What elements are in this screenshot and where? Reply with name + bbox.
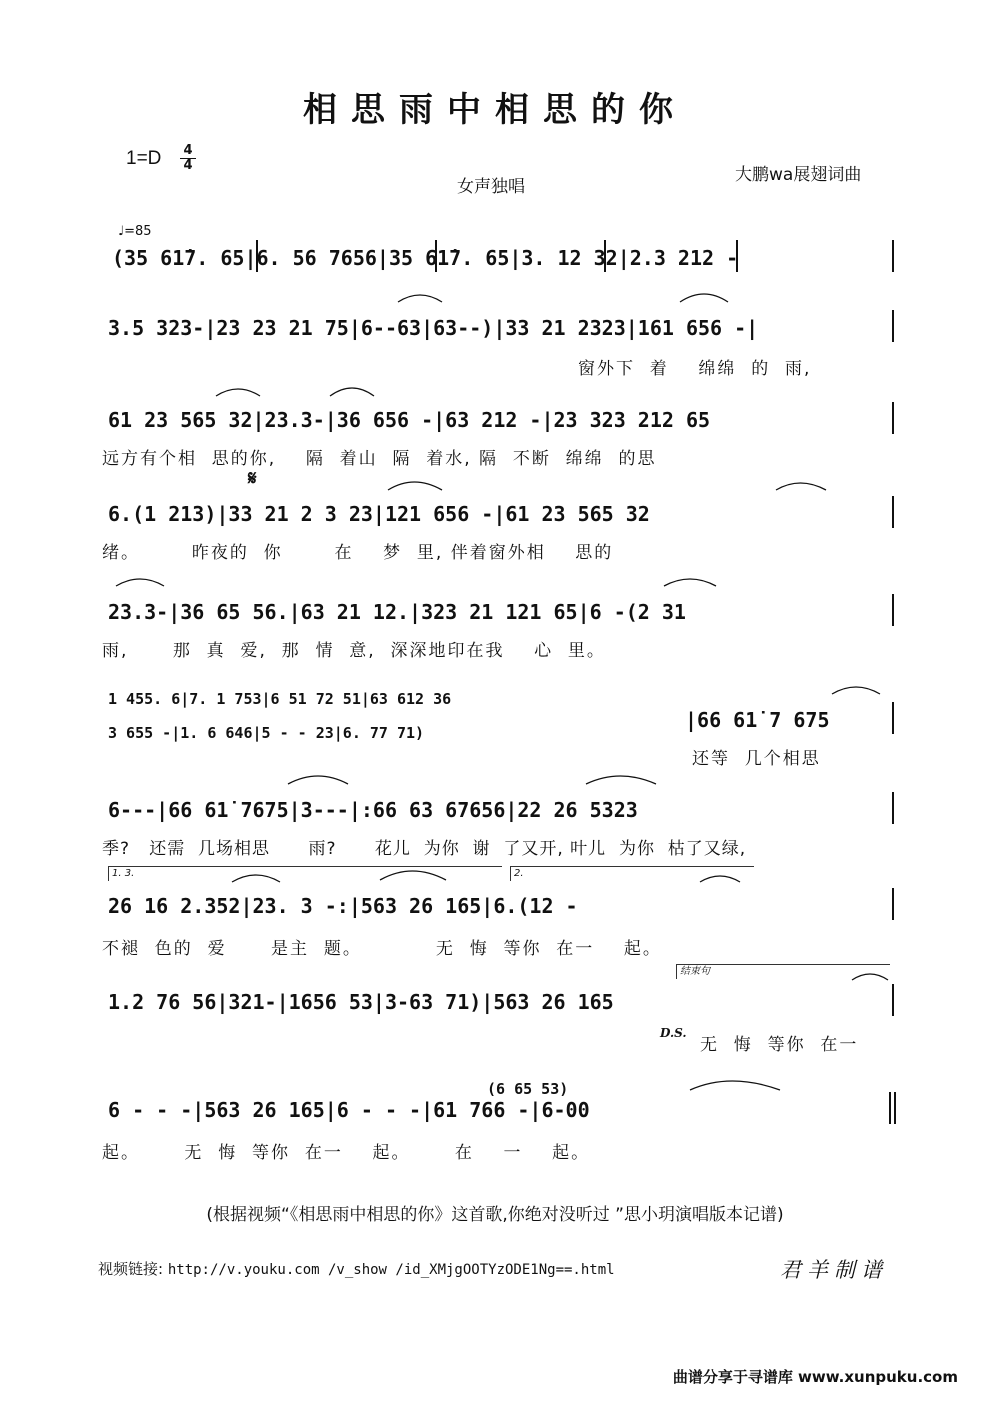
slur-arc <box>288 776 348 784</box>
ending-phrase-bracket: 结束句 <box>676 964 890 979</box>
dal-segno-mark: D.S. <box>660 1026 687 1040</box>
lyric-row-10: 起。 无 悔 等你 在一 起。 在 一 起。 <box>102 1143 591 1163</box>
meter-bottom: 4 <box>183 158 193 173</box>
video-label: 视频链接: <box>98 1260 164 1278</box>
lyric-row-6: 还等 几个相思 <box>692 749 821 769</box>
key-signature: 1=D <box>126 148 162 169</box>
staff-row-5: 23.3-|36 65 56.|63 21 12.|323 21 121 65|6 -(2 31 <box>108 600 686 624</box>
performance-type: 女声独唱 <box>457 177 525 197</box>
slur-arc <box>398 295 442 302</box>
staff-row-6-right: |66 61̇ 7 675 <box>685 708 830 732</box>
staff-row-2: 3.5 323-|23 23 21 75|6--63|63--)|33 21 2323|161 656 -| <box>108 316 759 340</box>
composer-credit: 大鹏wa展翅词曲 <box>735 165 862 185</box>
staff-row-9: 1.2 76 56|321-|1656 53|3-63 71)|563 26 165 <box>108 990 614 1014</box>
staff-row-8: 26 16 2.352|23. 3 -:|563 26 165|6.(12 - <box>108 894 578 918</box>
second-ending-bracket: 2. <box>510 866 754 881</box>
slur-arc <box>116 579 164 586</box>
lyric-row-2: 窗外下 着 绵绵 的 雨, <box>578 359 812 379</box>
lyric-row-7: 季? 还需 几场相思 雨? 花儿 为你 谢 了又开, 叶儿 为你 枯了又绿, <box>102 839 747 859</box>
staff-row-6-upper: 1 455. 6|7. 1 753|6 51 72 51|63 612 36 <box>108 690 452 708</box>
tempo-marking: ♩=85 <box>118 224 152 239</box>
ornament-notes: (6 65 53) <box>487 1080 569 1098</box>
lyric-row-3: 远方有个相 思的你, 隔 着山 隔 着水, 隔 不断 绵绵 的思 <box>102 449 657 469</box>
staff-row-7: 6---|66 61̇ 7675|3---|:66 63 67656|22 26 5323 <box>108 798 638 822</box>
footer-source[interactable]: 曲谱分享于寻谱库 www.xunpuku.com <box>672 1368 958 1386</box>
slur-arc <box>680 294 728 302</box>
song-title: 相思雨中相思的你 <box>303 90 687 130</box>
slur-arc <box>586 776 656 784</box>
lyric-row-4: 绪。 昨夜的 你 在 梦 里, 伴着窗外相 思的 <box>102 543 614 563</box>
slur-arc <box>776 483 826 490</box>
slur-arc <box>330 388 374 396</box>
time-signature <box>180 144 196 173</box>
first-ending-bracket: 1. 3. <box>108 866 502 881</box>
transcription-note: (根据视频“《相思雨中相思的你》这首歌,你绝对没听过 ”思小玥演唱版本记谱) <box>206 1205 784 1225</box>
lyric-row-9: 无 悔 等你 在一 <box>700 1035 859 1055</box>
meter-top: 4 <box>180 144 196 159</box>
video-url[interactable]: http://v.youku.com /v_show /id_XMjgOOTYzODE1Ng==.html <box>167 1262 615 1278</box>
slur-arc <box>216 389 260 396</box>
slur-arc <box>832 687 880 694</box>
segno-sign: 𝄋 <box>248 466 257 490</box>
slur-arc <box>664 579 716 586</box>
staff-row-3: 61 23 565 32|23.3-|36 656 -|63 212 -|23 323 212 65 <box>108 408 711 432</box>
lyric-row-8: 不褪 色的 爱 是主 题。 无 悔 等你 在一 起。 <box>102 939 662 959</box>
video-link-line <box>98 1258 615 1279</box>
staff-row-10: 6 - - -|563 26 165|6 - - -|61 766 -|6-00 <box>108 1098 590 1122</box>
slur-arc <box>388 482 442 490</box>
slur-arc <box>690 1081 780 1090</box>
lyric-row-5: 雨, 那 真 爱, 那 情 意, 深深地印在我 心 里。 <box>102 641 606 661</box>
staff-row-6-lower: 3 655 -|1. 6 646|5 - - 23|6. 77 71) <box>108 724 425 742</box>
transcriber-signature: 君羊制谱 <box>780 1258 888 1282</box>
staff-row-1: (35 61̇7. 65|6. 56 7656|35 61̇7. 65|3. 12 32|2.3 212 - <box>112 246 739 270</box>
staff-row-4: 6.(1 213)|33 21 2 3 23|121 656 -|61 23 565 32 <box>108 502 650 526</box>
